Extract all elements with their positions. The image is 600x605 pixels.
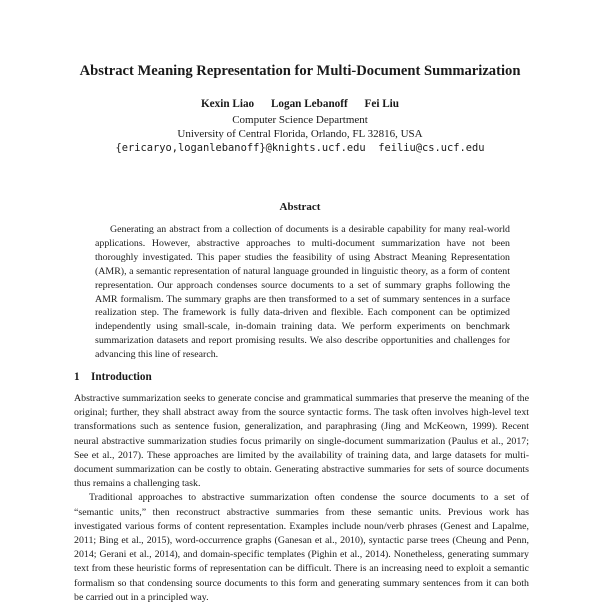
section-body bbox=[74, 392, 529, 605]
section-title: Introduction bbox=[91, 371, 152, 383]
author-list bbox=[0, 97, 600, 111]
abstract-body bbox=[95, 223, 510, 362]
paragraph: Traditional approaches to abstractive summarization often condense the source documents to a set of “semantic units,” then reconstruct abstractive summaries from these semantic units. Previous work has investigated various forms of content representation. Examples include noun/verb phrases (Genest and Lapalme, 2011; Bing et al., 2015), word-occurrence graphs (Ganesan et al., 2010), syntactic parse trees (Cheung and Penn, 2014; Gerani et al., 2014), and domain-specific templates (Pighin et al., 2014). Nonetheless, generating summary text from these heuristic forms of representation can be difficult. There is an increasing need to exploit a semantic formalism so that condensing source documents to this form and generating summary sentences from it can both be carried out in a principled way. bbox=[74, 492, 529, 603]
author-name: Logan Lebanoff bbox=[270, 98, 348, 110]
affiliation-department: Computer Science Department bbox=[232, 114, 368, 126]
affiliation-university: University of Central Florida, Orlando, FL 32816, USA bbox=[177, 128, 423, 140]
section-number: 1 bbox=[74, 371, 80, 383]
section-heading bbox=[74, 370, 152, 384]
author-name: Fei Liu bbox=[364, 98, 400, 110]
abstract-text: Generating an abstract from a collection of documents is a desirable capability for many real-world applications. However, abstractive approaches to multi-document summarization have not been thoroughly investigated. This paper studies the feasibility of using Abstract Meaning Representation (AMR), a semantic representation of natural language grounded in linguistic theory, as a form of content representation. Our approach condenses source documents to a set of summary graphs following the AMR formalism. The summary graphs are then transformed to a set of summary sentences in a surface realization step. The framework is fully data-driven and flexible. Each component can be optimized independently using small-scale, in-domain training data. We perform experiments on benchmark summarization datasets and report promising results. We also describe opportunities and challenges for advancing this line of research. bbox=[95, 224, 510, 361]
abstract-heading: Abstract bbox=[279, 201, 321, 213]
paragraph: Abstractive summarization seeks to generate concise and grammatical summaries that preserve the meaning of the original; further, they shall abstract away from the source syntactic forms. The task often involves high-level text transformations such as sentence fusion, generalization, and paraphrasing (Jing and McKeown, 1999). Recent neural abstractive summarization studies focus primarily on single-document summarization (Paulus et al., 2017; See et al., 2017). These approaches are limited by the availability of training data, and large datasets for multi-document summarization can be costly to obtain. Generating abstractive summaries for sets of source documents thus remains a challenging task. bbox=[74, 393, 529, 490]
paper-title: Abstract Meaning Representation for Multi-Document Summarization bbox=[79, 63, 521, 79]
author-name: Kexin Liao bbox=[200, 98, 255, 110]
author-emails: {ericaryo,loganlebanoff}@knights.ucf.edu feiliu@cs.ucf.edu bbox=[115, 142, 485, 154]
